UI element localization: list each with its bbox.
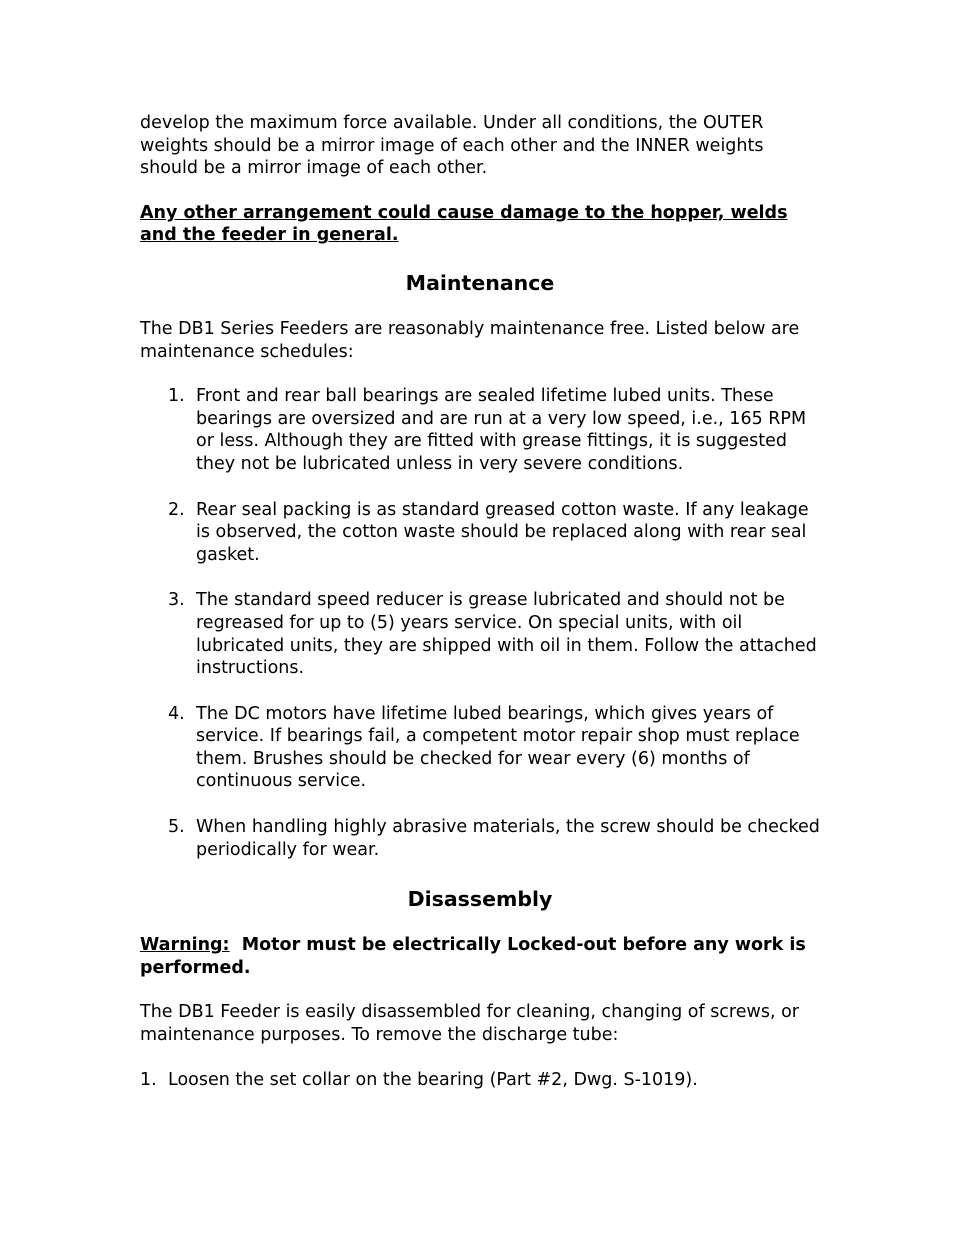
list-item-number: 5. (168, 817, 185, 838)
list-item-text: When handling highly abrasive materials, the screw should be checked periodically for wear. (196, 817, 820, 860)
maintenance-lead: The DB1 Series Feeders are reasonably maintenance free. Listed below are maintenance schedules: (140, 318, 800, 362)
document-page (140, 112, 820, 1091)
list-item (140, 385, 820, 475)
maintenance-heading: Maintenance (405, 270, 555, 295)
list-item-number: 2. (168, 499, 185, 520)
list-item (140, 703, 820, 793)
list-item-number: 1. (168, 386, 185, 407)
step-number: 1. (140, 1069, 157, 1090)
disassembly-step (140, 1069, 820, 1092)
list-item (140, 816, 820, 861)
damage-caution: Any other arrangement could cause damage to the hopper, welds and the feeder in general. (140, 202, 788, 246)
maintenance-list (140, 385, 820, 861)
list-item (140, 589, 820, 679)
disassembly-lead: The DB1 Feeder is easily disassembled for cleaning, changing of screws, or maintenance purposes. To remove the discharge tube: (140, 1002, 799, 1046)
list-item-text: Rear seal packing is as standard greased cotton waste. If any leakage is observed, the cotton waste should be replaced along with rear seal gasket. (196, 499, 809, 565)
lockout-warning (140, 934, 820, 979)
intro-paragraph: develop the maximum force available. Under all conditions, the OUTER weights should be a mirror image of each other and the INNER weights should be a mirror image of each other. (140, 113, 764, 179)
list-item-number: 3. (168, 590, 185, 611)
warning-text: Motor must be electrically Locked-out before any work is performed. (140, 935, 806, 978)
list-item-text: The standard speed reducer is grease lubricated and should not be regreased for up to (5) years service. On special units, with oil lubricated units, they are shipped with oil in them. Follow the attached instructions. (196, 590, 817, 679)
list-item (140, 499, 820, 567)
list-item-text: Front and rear ball bearings are sealed lifetime lubed units. These bearings are oversized and are run at a very low speed, i.e., 165 RPM or less. Although they are fitted with grease fittings, it is suggested they not be lubricated unless in very severe conditions. (196, 386, 807, 474)
list-item-number: 4. (168, 703, 185, 724)
list-item-text: The DC motors have lifetime lubed bearings, which gives years of service. If bearings fail, a competent motor repair shop must replace them. Brushes should be checked for wear every (6) months of continuous service. (196, 703, 800, 792)
disassembly-heading: Disassembly (407, 887, 553, 912)
step-text: Loosen the set collar on the bearing (Part #2, Dwg. S-1019). (168, 1069, 698, 1090)
warning-label: Warning: (140, 935, 230, 956)
